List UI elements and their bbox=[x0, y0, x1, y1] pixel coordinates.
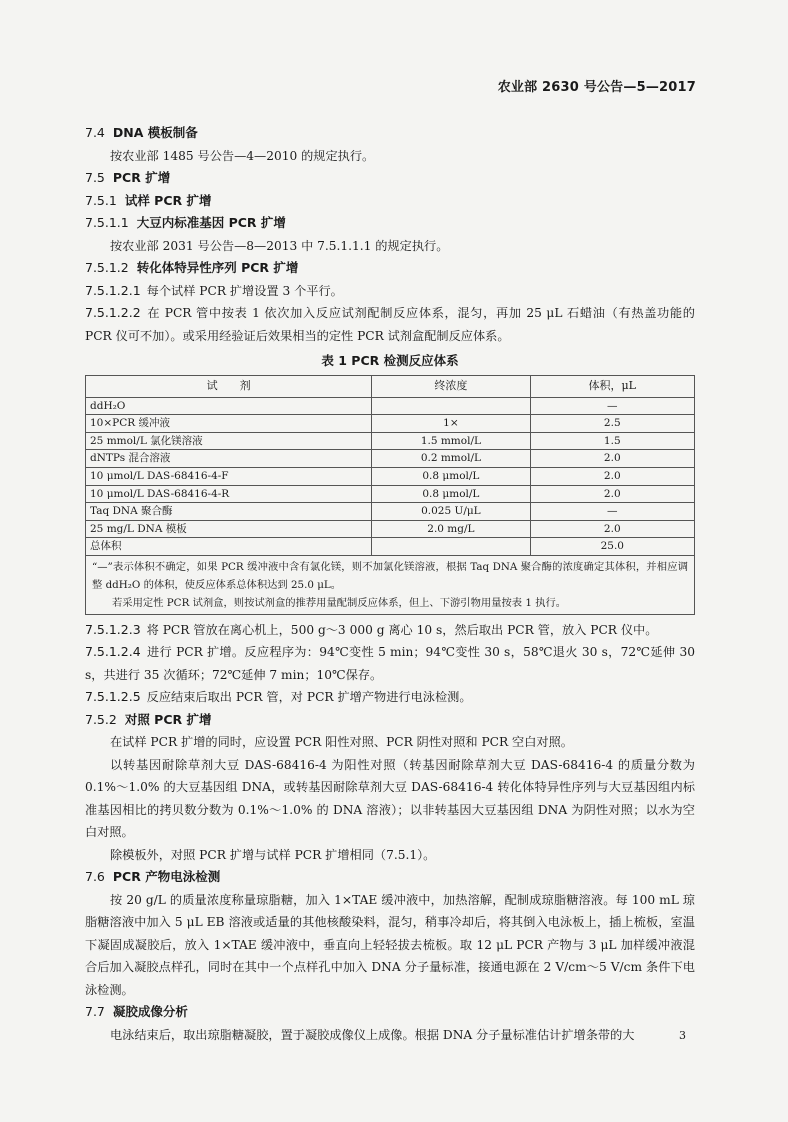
section-number: 7.5 bbox=[85, 170, 105, 185]
section-number: 7.5.1.1 bbox=[85, 215, 129, 230]
section-number: 7.5.2 bbox=[85, 711, 117, 727]
volume-cell: 2.0 bbox=[530, 450, 694, 468]
document-body bbox=[85, 122, 695, 1046]
page-header: 农业部 2630 号公告—5—2017 bbox=[497, 80, 696, 95]
table-caption: 表 1 PCR 检测反应体系 bbox=[321, 353, 459, 368]
concentration-cell: 0.2 mmol/L bbox=[372, 450, 530, 468]
section-7-5-2-p3: 除模板外，对照 PCR 扩增与试样 PCR 扩增相同（7.5.1）。 bbox=[110, 847, 436, 862]
section-7-7 bbox=[85, 1001, 695, 1024]
reagent-cell: 10×PCR 缓冲液 bbox=[86, 415, 372, 433]
reagent-cell: 10 μmol/L DAS-68416-4-F bbox=[86, 467, 372, 485]
section-7-5-2-p1: 在试样 PCR 扩增的同时，应设置 PCR 阳性对照、PCR 阴性对照和 PCR 空白对照。 bbox=[110, 735, 573, 750]
concentration-cell: 1× bbox=[372, 415, 530, 433]
volume-cell: 25.0 bbox=[530, 538, 694, 556]
reagent-cell: 10 μmol/L DAS-68416-4-R bbox=[86, 485, 372, 503]
concentration-cell bbox=[372, 538, 530, 556]
section-7-5-1-2-3 bbox=[85, 619, 695, 642]
section-number: 7.7 bbox=[85, 1004, 105, 1020]
table-note-2: 若采用定性 PCR 试剂盒，则按试剂盒的推荐用量配制反应体系，但上、下游引物用量按表 1 执行。 bbox=[112, 596, 567, 609]
section-7-5-1-2-1 bbox=[85, 280, 695, 303]
table-row bbox=[86, 397, 695, 415]
paragraph-text: 在 PCR 管中按表 1 依次加入反应试剂配制反应体系，混匀，再加 25 μL 石蜡油（有热盖功能的 PCR 仪可不加）。或采用经验证后效果相当的定性 PCR 试剂盒配制反应体系。 bbox=[85, 306, 695, 343]
section-number: 7.5.1.2.1 bbox=[85, 282, 141, 298]
paragraph-text: 将 PCR 管放在离心机上，500 g～3 000 g 离心 10 s，然后取出 PCR 管，放入 PCR 仪中。 bbox=[146, 622, 658, 637]
section-title: PCR 产物电泳检测 bbox=[112, 869, 221, 885]
table-row bbox=[86, 485, 695, 503]
section-7-5-1-2-2 bbox=[85, 302, 695, 347]
concentration-cell bbox=[372, 397, 530, 415]
section-7-5-1-2-4 bbox=[85, 641, 695, 686]
pcr-reaction-table bbox=[85, 375, 695, 615]
section-7-4-body: 按农业部 1485 号公告—4—2010 的规定执行。 bbox=[110, 148, 375, 163]
table-note bbox=[86, 555, 695, 614]
table-row bbox=[86, 520, 695, 538]
section-number: 7.5.1.2.3 bbox=[85, 621, 141, 637]
header-volume: 体积，μL bbox=[530, 376, 694, 398]
paragraph-text: 每个试样 PCR 扩增设置 3 个平行。 bbox=[146, 283, 343, 298]
table-row bbox=[86, 503, 695, 521]
volume-cell: 2.0 bbox=[530, 467, 694, 485]
reagent-cell: dNTPs 混合溶液 bbox=[86, 450, 372, 468]
section-7-5-2 bbox=[85, 709, 695, 732]
concentration-cell: 2.0 mg/L bbox=[372, 520, 530, 538]
section-title: 大豆内标准基因 PCR 扩增 bbox=[136, 215, 286, 230]
volume-cell: 1.5 bbox=[530, 432, 694, 450]
section-number: 7.5.1.2.5 bbox=[85, 689, 141, 705]
section-number: 7.6 bbox=[85, 869, 105, 885]
section-number: 7.5.1.2 bbox=[85, 260, 129, 275]
reagent-cell: 25 mmol/L 氯化镁溶液 bbox=[86, 432, 372, 450]
section-7-5-1 bbox=[85, 190, 695, 213]
section-7-6-body: 按 20 g/L 的质量浓度称量琼脂糖，加入 1×TAE 缓冲液中，加热溶解，配制成琼脂糖溶液。每 100 mL 琼脂糖溶液中加入 5 μL EB 溶液或适量的其他核酸染料，混匀，稍事冷却后，将其倒入电泳板上，插上梳板，室温下凝固成凝胶后，放入 1×TAE 缓冲液中，垂直向上轻轻拔去梳板。取 12 μL PCR 产物与 3 μL 加样缓冲液混合后加入凝胶点样孔，同时在其中一个点样孔中加入 DNA 分子量标准，接通电源在 2 V/cm～5 V/cm 条件下电泳检测。 bbox=[85, 892, 695, 997]
section-7-5-1-1 bbox=[85, 212, 695, 235]
section-7-7-body: 电泳结束后，取出琼脂糖凝胶，置于凝胶成像仪上成像。根据 DNA 分子量标准估计扩增条带的大 bbox=[110, 1027, 635, 1042]
concentration-cell: 0.8 μmol/L bbox=[372, 467, 530, 485]
concentration-cell: 0.025 U/μL bbox=[372, 503, 530, 521]
table-header-row bbox=[86, 376, 695, 398]
table-note-row bbox=[86, 555, 695, 614]
volume-cell: 2.5 bbox=[530, 415, 694, 433]
section-title: DNA 模板制备 bbox=[112, 125, 198, 140]
concentration-cell: 1.5 mmol/L bbox=[372, 432, 530, 450]
section-7-5-1-1-body: 按农业部 2031 号公告—8—2013 中 7.5.1.1.1 的规定执行。 bbox=[110, 238, 449, 253]
page-number: 3 bbox=[679, 1029, 686, 1042]
header-reagent: 试 剂 bbox=[86, 376, 372, 398]
section-number: 7.5.1 bbox=[85, 192, 117, 208]
header-concentration: 终浓度 bbox=[372, 376, 530, 398]
section-7-4 bbox=[85, 122, 695, 145]
reagent-cell: 25 mg/L DNA 模板 bbox=[86, 520, 372, 538]
section-number: 7.4 bbox=[85, 125, 105, 140]
table-row-total bbox=[86, 538, 695, 556]
section-title: 对照 PCR 扩增 bbox=[124, 711, 212, 727]
volume-cell: 2.0 bbox=[530, 520, 694, 538]
volume-cell: — bbox=[530, 397, 694, 415]
reagent-cell: Taq DNA 聚合酶 bbox=[86, 503, 372, 521]
section-7-5-1-2-5 bbox=[85, 686, 695, 709]
table-row bbox=[86, 450, 695, 468]
section-7-5-1-2 bbox=[85, 257, 695, 280]
table-note-1: “—”表示体积不确定，如果 PCR 缓冲液中含有氯化镁，则不加氯化镁溶液，根据 Taq DNA 聚合酶的浓度确定其体积，并相应调整 ddH₂O 的体积，使反应体系总体积达到 25.0 μL。 bbox=[92, 560, 688, 591]
section-7-5 bbox=[85, 167, 695, 190]
section-title: 转化体特异性序列 PCR 扩增 bbox=[136, 260, 299, 275]
reagent-cell: 总体积 bbox=[86, 538, 372, 556]
table-row bbox=[86, 432, 695, 450]
reagent-cell: ddH₂O bbox=[86, 397, 372, 415]
section-title: 凝胶成像分析 bbox=[112, 1004, 188, 1020]
concentration-cell: 0.8 μmol/L bbox=[372, 485, 530, 503]
section-number: 7.5.1.2.2 bbox=[85, 305, 141, 320]
volume-cell: — bbox=[530, 503, 694, 521]
volume-cell: 2.0 bbox=[530, 485, 694, 503]
section-number: 7.5.1.2.4 bbox=[85, 644, 141, 660]
section-title: PCR 扩增 bbox=[112, 170, 171, 185]
table-row bbox=[86, 467, 695, 485]
table-row bbox=[86, 415, 695, 433]
section-title: 试样 PCR 扩增 bbox=[124, 192, 212, 208]
section-7-6 bbox=[85, 866, 695, 889]
section-7-5-2-p2: 以转基因耐除草剂大豆 DAS-68416-4 为阳性对照（转基因耐除草剂大豆 DAS-68416-4 的质量分数为 0.1%～1.0% 的大豆基因组 DNA，或转基因耐除草剂大豆 DAS-68416-4 转化体特异性序列与大豆基因组内标准基因相比的拷贝数分数为 0.1%～1.0% 的 DNA 溶液）；以非转基因大豆基因组 DNA 为阴性对照；以水为空白对照。 bbox=[85, 757, 695, 840]
paragraph-text: 进行 PCR 扩增。反应程序为：94℃变性 5 min；94℃变性 30 s，58℃退火 30 s，72℃延伸 30 s，共进行 35 次循环；72℃延伸 7 min；10℃保存。 bbox=[85, 645, 695, 682]
paragraph-text: 反应结束后取出 PCR 管，对 PCR 扩增产物进行电泳检测。 bbox=[146, 690, 472, 705]
